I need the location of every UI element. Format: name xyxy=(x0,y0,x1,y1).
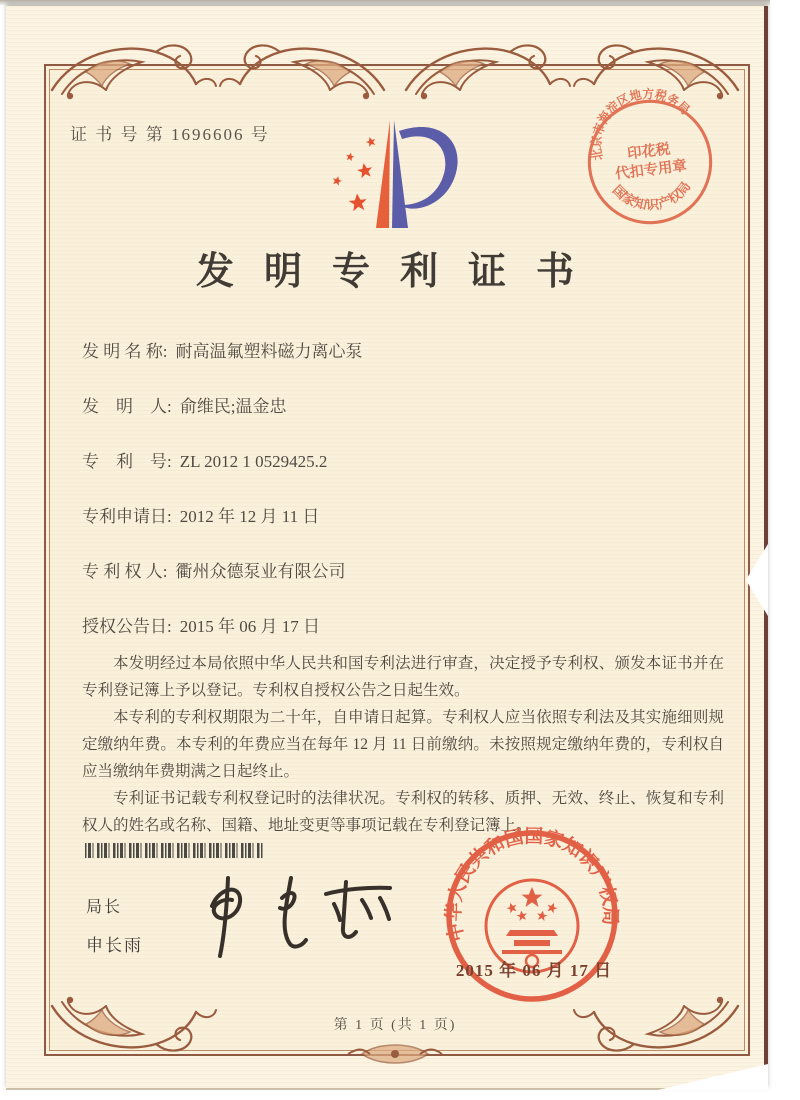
logo-spire-left xyxy=(376,120,390,228)
seal-ring-text: 中华人民共和国国家知识产权局 xyxy=(443,826,621,944)
field-value: 俞维民;温金忠 xyxy=(179,397,287,416)
signer-name: 申长雨 xyxy=(86,936,143,955)
field-value: 衢州众德泵业有限公司 xyxy=(175,562,346,581)
certificate-title: 发明专利证书 xyxy=(195,251,604,293)
legal-text-block xyxy=(82,650,724,839)
barcode xyxy=(85,843,263,858)
field-label: 发 明 人: xyxy=(82,397,172,416)
field-label: 发 明 名 称: xyxy=(82,342,168,361)
logo-stars xyxy=(331,136,377,212)
field-grant-date xyxy=(82,612,320,638)
field-label: 授权公告日: xyxy=(82,617,172,636)
field-label: 专 利 权 人: xyxy=(82,562,168,581)
field-value: 2012 年 12 月 11 日 xyxy=(179,507,320,526)
tax-stamp-center-line2: 代扣专用章 xyxy=(614,157,688,183)
paragraph-register: 专利证书记载专利权登记时的法律状况。专利权的转移、质押、无效、终止、恢复和专利权人的姓名或名称、国籍、地址变更等事项记载在专利登记簿上。 xyxy=(82,790,724,834)
field-inventor xyxy=(82,392,286,418)
field-invention-name xyxy=(82,337,362,363)
cnipa-logo xyxy=(304,110,504,245)
tax-stamp xyxy=(568,80,733,245)
logo-p-bowl xyxy=(399,127,458,209)
field-label: 专 利 号: xyxy=(82,452,172,471)
tax-stamp-top-text: 北京市海淀区地方税务局 xyxy=(589,87,693,162)
signer-block xyxy=(86,894,143,956)
field-patentee xyxy=(82,557,345,583)
field-value: 2015 年 06 月 17 日 xyxy=(179,617,320,636)
certificate-page xyxy=(6,6,768,1090)
page-corner-cut xyxy=(658,1064,768,1090)
field-filing-date xyxy=(82,502,319,528)
field-patent-number xyxy=(82,447,327,473)
field-value: 耐高温氟塑料磁力离心泵 xyxy=(175,342,363,361)
signer-role: 局长 xyxy=(86,899,123,916)
seal-date: 2015 年 06 月 17 日 xyxy=(455,961,613,980)
paragraph-term-fees: 本专利的专利权期限为二十年，自申请日起算。专利权人应当依照专利法及其实施细则规定缴纳年费。本专利的年费应当在每年 12 月 11 日前缴纳。未按照规定缴纳年费的，专利权自应当缴纳年费期满之日起终止。 xyxy=(82,709,724,780)
tax-stamp-center-line1: 印花税 xyxy=(626,141,672,163)
certificate-number: 证 书 号 第 1696606 号 xyxy=(70,125,270,144)
page-number: 第 1 页 (共 1 页) xyxy=(333,1018,457,1033)
tax-stamp-bottom-text: 国家知识产权局 xyxy=(609,179,694,213)
paragraph-grant: 本发明经过本局依照中华人民共和国专利法进行审查，决定授予专利权、颁发本证书并在专利登记簿上予以登记。专利权自授权公告之日起生效。 xyxy=(82,655,724,699)
commissioner-signature xyxy=(194,872,409,967)
svg-text:中华人民共和国国家知识产权局 xyxy=(442,825,622,944)
field-value: ZL 2012 1 0529425.2 xyxy=(179,452,328,471)
field-label: 专利申请日: xyxy=(82,507,172,526)
cnipa-official-seal xyxy=(436,820,628,1012)
